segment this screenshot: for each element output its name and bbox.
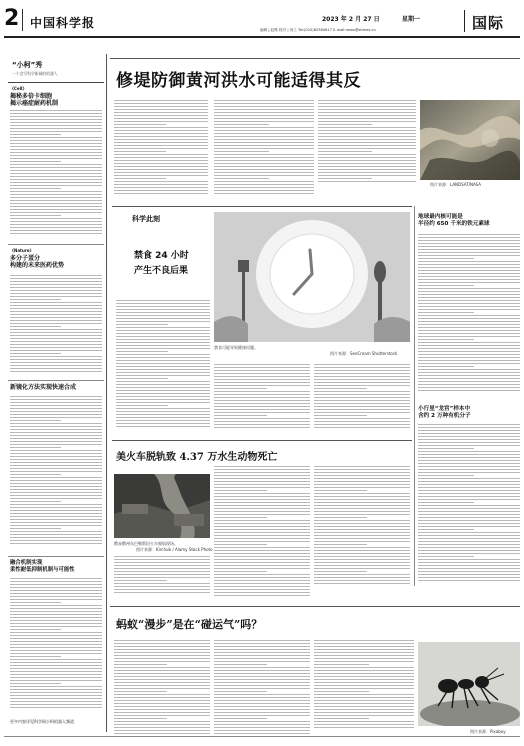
editor-line: 编辑 | 赵路 校对 | 何工 Tel:(010)62580617 E-mail:news@stimes.cn: [260, 28, 376, 32]
header-weekday: 星期一: [402, 16, 421, 23]
brief-rule: [414, 206, 415, 586]
page-number: 2: [4, 6, 20, 31]
section-label: 国际: [472, 14, 505, 32]
ant-headline[interactable]: 蚂蚁“漫步”是在“碰运气”吗？: [116, 618, 263, 631]
sidebar-item-title[interactable]: 新镜化方法实现快速合成: [10, 384, 77, 391]
sidebar-item-title[interactable]: 揭秘多倍卡细胞 揭示癌症耐药机制: [10, 93, 59, 107]
ant-top-rule: [110, 606, 520, 607]
science-photo-caption: 禁食可能导致健康问题。: [214, 345, 258, 350]
science-column-label: 科学此刻: [132, 215, 160, 223]
sidebar-item-tag: 《Nature》: [10, 248, 34, 253]
science-body-col1: [116, 300, 210, 430]
science-body-col2: [214, 364, 310, 430]
train-photo: [114, 474, 210, 538]
sidebar-item-body: [10, 578, 102, 710]
train-body-col1: [114, 556, 210, 596]
sidebar-column-subtitle: 一个会写科学新闻的机器人: [12, 71, 58, 76]
sidebar-title-rule: [8, 82, 104, 83]
sidebar-item-rule: [8, 244, 104, 245]
masthead: 中国科学报: [30, 16, 96, 30]
brief-title[interactable]: 地球最内核可能是 半径约 650 千米的铁元素球: [418, 214, 490, 227]
sidebar-item-rule: [8, 556, 104, 557]
lead-headline[interactable]: 修堤防御黄河洪水可能适得其反: [116, 71, 361, 91]
sidebar-rule: [106, 54, 107, 732]
brief-body: [418, 424, 520, 584]
sidebar-item-body: [10, 275, 102, 375]
header-rule: [4, 36, 520, 38]
sidebar-item-title[interactable]: 融合机制实现 柔性耐低抑制机制与可能性: [10, 560, 75, 573]
sidebar-item-tag: 《Cell》: [10, 86, 27, 91]
train-body-col2: [214, 466, 310, 598]
ant-body-col3: [314, 640, 414, 730]
sidebar-item-rule: [8, 380, 104, 381]
ant-photo: [418, 642, 520, 726]
sidebar-column-title: “小柯”秀: [12, 61, 43, 69]
sidebar-item-body: [10, 110, 102, 238]
brief-body: [418, 234, 520, 394]
science-photo: [214, 212, 410, 342]
section-divider: [464, 10, 465, 32]
lead-photo: [420, 100, 520, 180]
science-photo-credit: 图片来源：SeeCream Shutterstock: [330, 351, 398, 356]
header-divider: [22, 9, 23, 31]
sidebar-item-title[interactable]: 多分子蛋分 构建的未来医药优势: [10, 255, 65, 269]
lead-body-col1: [114, 100, 208, 196]
lead-body-col2: [214, 100, 314, 196]
science-body-col3: [314, 364, 410, 430]
train-body-col3: [314, 466, 410, 586]
sidebar-item-body: [10, 396, 102, 546]
header-date: 2023 年 2 月 27 日: [322, 16, 380, 23]
train-headline[interactable]: 美火车脱轨致 4.37 万水生动物死亡: [116, 452, 278, 463]
science-top-rule: [112, 206, 412, 207]
train-photo-credit: 图片来源：Kirchub / Alamy Stock Photo: [136, 547, 213, 552]
lead-body-col3: [318, 100, 416, 186]
sidebar-footer: 更多内容详见科学网小柯机器人频道: [10, 719, 74, 724]
science-title-line1[interactable]: 禁食 24 小时: [134, 251, 189, 261]
ant-body-col1: [114, 640, 210, 736]
train-top-rule: [112, 440, 412, 441]
brief-title[interactable]: 小行星“龙宫”样本中 含约 2 万种有机分子: [418, 406, 471, 419]
ant-photo-credit: 图片来源：Pixabay: [470, 729, 506, 734]
train-photo-caption: 俄亥俄州东巴勒斯坦火车脱轨现场。: [114, 541, 178, 546]
page-bottom-rule: [4, 736, 520, 737]
lead-photo-credit: 图片来源：LANDSAT/NASA: [430, 182, 482, 187]
ant-body-col2: [214, 640, 310, 736]
lead-top-rule: [110, 58, 520, 59]
science-title-line2[interactable]: 产生不良后果: [134, 266, 189, 276]
